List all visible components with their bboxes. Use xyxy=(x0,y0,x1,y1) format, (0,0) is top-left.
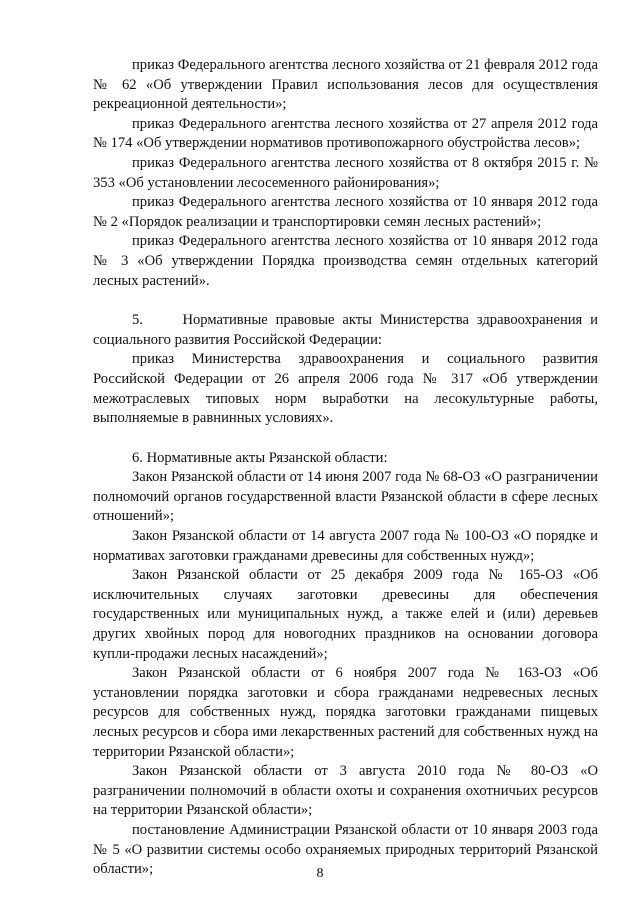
document-page xyxy=(93,56,602,880)
list-item: Закон Рязанской области от 25 декабря 2009 года № 165-ОЗ «Об исключительных случаях заготовки древесины для обеспечения государственных или муниципальных нужд, а также елей и (или) деревьев других хвойных пород для новогодних праздников на основании договора купли-продажи лесных насаждений»; xyxy=(93,567,598,662)
spacer xyxy=(93,291,598,311)
section-5 xyxy=(93,311,602,429)
spacer xyxy=(93,429,598,449)
page-number: 8 xyxy=(316,866,324,881)
list-item: постановление Администрации Рязанской области от 10 января 2003 года № 5 «О развитии системы особо охраняемых природных территорий Рязанской области»; xyxy=(93,821,598,878)
section-6 xyxy=(93,449,598,880)
list-item: Закон Рязанской области от 6 ноября 2007 года № 163-ОЗ «Об установлении порядка заготовки и сбора гражданами недревесных лесных ресурсов для собственных нужд, порядка заготовки гражданами пищевых лесных ресурсов и сбора ими лекарственных растений для собственных нужд на территории Рязанской области»; xyxy=(93,665,598,760)
list-item: Закон Рязанской области от 14 июня 2007 года № 68-ОЗ «О разграничении полномочий органов государственной власти Рязанской области в сфере лесных отношений»; xyxy=(93,469,598,525)
list-item: Закон Рязанской области от 3 августа 2010 года № 80-ОЗ «О разграничении полномочий в области охоты и сохранения охотничьих ресурсов на территории Рязанской области»; xyxy=(93,763,598,819)
list-item: приказ Федерального агентства лесного хозяйства от 27 апреля 2012 года № 174 «Об утверждении нормативов противопожарного обустройства лесов»; xyxy=(93,115,598,152)
section-4-list xyxy=(93,56,598,291)
list-item: приказ Федерального агентства лесного хозяйства от 10 января 2012 года № 2 «Порядок реализации и транспортировки семян лесных растений»; xyxy=(93,194,598,230)
section-6-heading: 6. Нормативные акты Рязанской области: xyxy=(132,449,388,466)
list-item: приказ Федерального агентства лесного хозяйства от 21 февраля 2012 года № 62 «Об утверждении Правил использования лесов для осуществления рекреационной деятельности»; xyxy=(93,57,598,113)
list-item: приказ Министерства здравоохранения и социального развития Российской Федерации от 26 апреля 2006 года № 317 «Об утверждении межотраслевых типовых норм выработки на лесокультурные работы, выполняемые в равнинных условиях». xyxy=(93,351,598,427)
list-item: приказ Федерального агентства лесного хозяйства от 8 октября 2015 г. № 353 «Об установлении лесосеменного районирования»; xyxy=(93,154,598,191)
section-5-heading: 5. Нормативные правовые акты Министерства здравоохранения и социального развития Российской Федерации: xyxy=(93,312,602,348)
list-item: приказ Федерального агентства лесного хозяйства от 10 января 2012 года № 3 «Об утверждении Порядка производства семян отдельных категорий лесных растений». xyxy=(93,233,598,289)
list-item: Закон Рязанской области от 14 августа 2007 года № 100-ОЗ «О порядке и нормативах заготовки гражданами древесины для собственных нужд»; xyxy=(93,528,598,564)
